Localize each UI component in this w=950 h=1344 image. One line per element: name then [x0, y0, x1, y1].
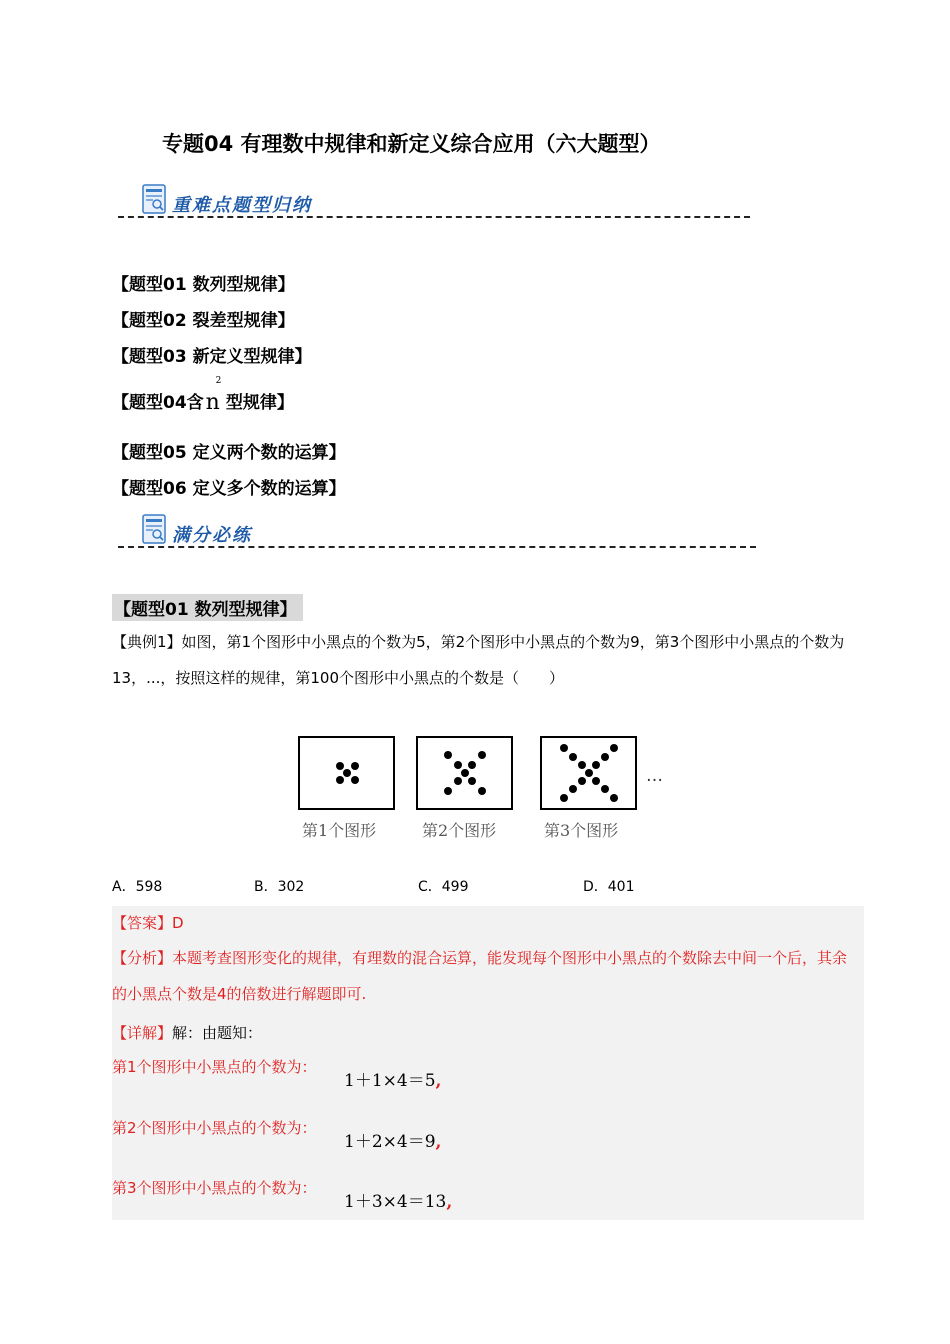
- dot: [444, 751, 452, 759]
- toc-item-n-squared[interactable]: [112, 376, 294, 415]
- dashed-divider: [118, 216, 750, 218]
- dot: [578, 777, 586, 785]
- figure-ellipsis: …: [646, 766, 663, 786]
- step-label: 第1个图形中小黑点的个数为：: [112, 1058, 317, 1076]
- figure-caption: 第1个图形: [302, 821, 377, 840]
- dot: [585, 769, 593, 777]
- dot: [592, 761, 600, 769]
- step-expression: 1＋1×4＝5,: [344, 1071, 442, 1091]
- dot: [478, 787, 486, 795]
- answer-explanation-box: [112, 906, 864, 1220]
- toc-item-suffix: 型规律】: [225, 393, 294, 413]
- figure-box-1: [298, 736, 395, 810]
- option-a[interactable]: A．598: [112, 879, 163, 895]
- dot: [336, 776, 344, 784]
- section-header-summary: [118, 184, 750, 224]
- figure-caption: 第2个图形: [422, 821, 497, 840]
- analysis-text: 【分析】本题考查图形变化的规律，有理数的混合运算，能发现每个图形中小黑点的个数除去中间一个后，其余的小黑点个数是4的倍数进行解题即可.: [112, 949, 848, 1003]
- dot: [478, 751, 486, 759]
- dot-figures: [298, 736, 678, 846]
- step-label: 第3个图形中小黑点的个数为：: [112, 1179, 317, 1197]
- dot: [343, 769, 351, 777]
- dot: [351, 762, 359, 770]
- dot: [560, 794, 568, 802]
- dot: [336, 762, 344, 770]
- dot: [610, 794, 618, 802]
- dot: [592, 777, 600, 785]
- section-header-practice: [118, 514, 756, 554]
- dot: [578, 761, 586, 769]
- question-text: 【典例1】如图，第1个图形中小黑点的个数为5，第2个图形中小黑点的个数为9，第3个图形中小黑点的个数为13，...，按照这样的规律，第100个图形中小黑点的个数是（ ）: [112, 633, 845, 687]
- dot: [601, 753, 609, 761]
- page-title: 专题04 有理数中规律和新定义综合应用（六大题型）: [162, 132, 661, 156]
- document-search-icon: [142, 184, 166, 214]
- document-search-icon: [142, 514, 166, 544]
- step-expression: 1＋2×4＝9,: [344, 1132, 442, 1152]
- option-d[interactable]: D．401: [583, 879, 635, 895]
- n-squared: n 2: [205, 376, 222, 415]
- dot: [560, 744, 568, 752]
- dot: [454, 777, 462, 785]
- figure-box-3: [540, 736, 637, 810]
- toc-item[interactable]: 【题型02 裂差型规律】: [112, 311, 295, 331]
- step-label: 第2个图形中小黑点的个数为：: [112, 1119, 317, 1137]
- dot: [569, 785, 577, 793]
- dot: [351, 776, 359, 784]
- section-label: 重难点题型归纳: [172, 195, 312, 216]
- figure-box-2: [416, 736, 513, 810]
- option-b[interactable]: B．302: [254, 879, 305, 895]
- section-label: 满分必练: [172, 525, 252, 546]
- dashed-divider: [118, 546, 756, 548]
- step-expression: 1＋3×4＝13,: [344, 1192, 453, 1212]
- answer-line: 【答案】D: [112, 914, 184, 932]
- toc-item-prefix: 【题型04含: [112, 393, 204, 413]
- dot: [601, 785, 609, 793]
- dot: [569, 753, 577, 761]
- detail-line: 【详解】解：由题知：: [112, 1024, 263, 1042]
- toc-item[interactable]: 【题型05 定义两个数的运算】: [112, 443, 346, 463]
- answer-options: [112, 876, 864, 896]
- dot: [461, 769, 469, 777]
- figure-caption: 第3个图形: [544, 821, 619, 840]
- toc-item[interactable]: 【题型06 定义多个数的运算】: [112, 479, 346, 499]
- question-type-tag: 【题型01 数列型规律】: [112, 594, 303, 621]
- toc-item[interactable]: 【题型03 新定义型规律】: [112, 347, 312, 367]
- dot: [454, 761, 462, 769]
- dot: [468, 761, 476, 769]
- toc-item[interactable]: 【题型01 数列型规律】: [112, 275, 295, 295]
- option-c[interactable]: C．499: [418, 879, 469, 895]
- dot: [444, 787, 452, 795]
- dot: [610, 744, 618, 752]
- dot: [468, 777, 476, 785]
